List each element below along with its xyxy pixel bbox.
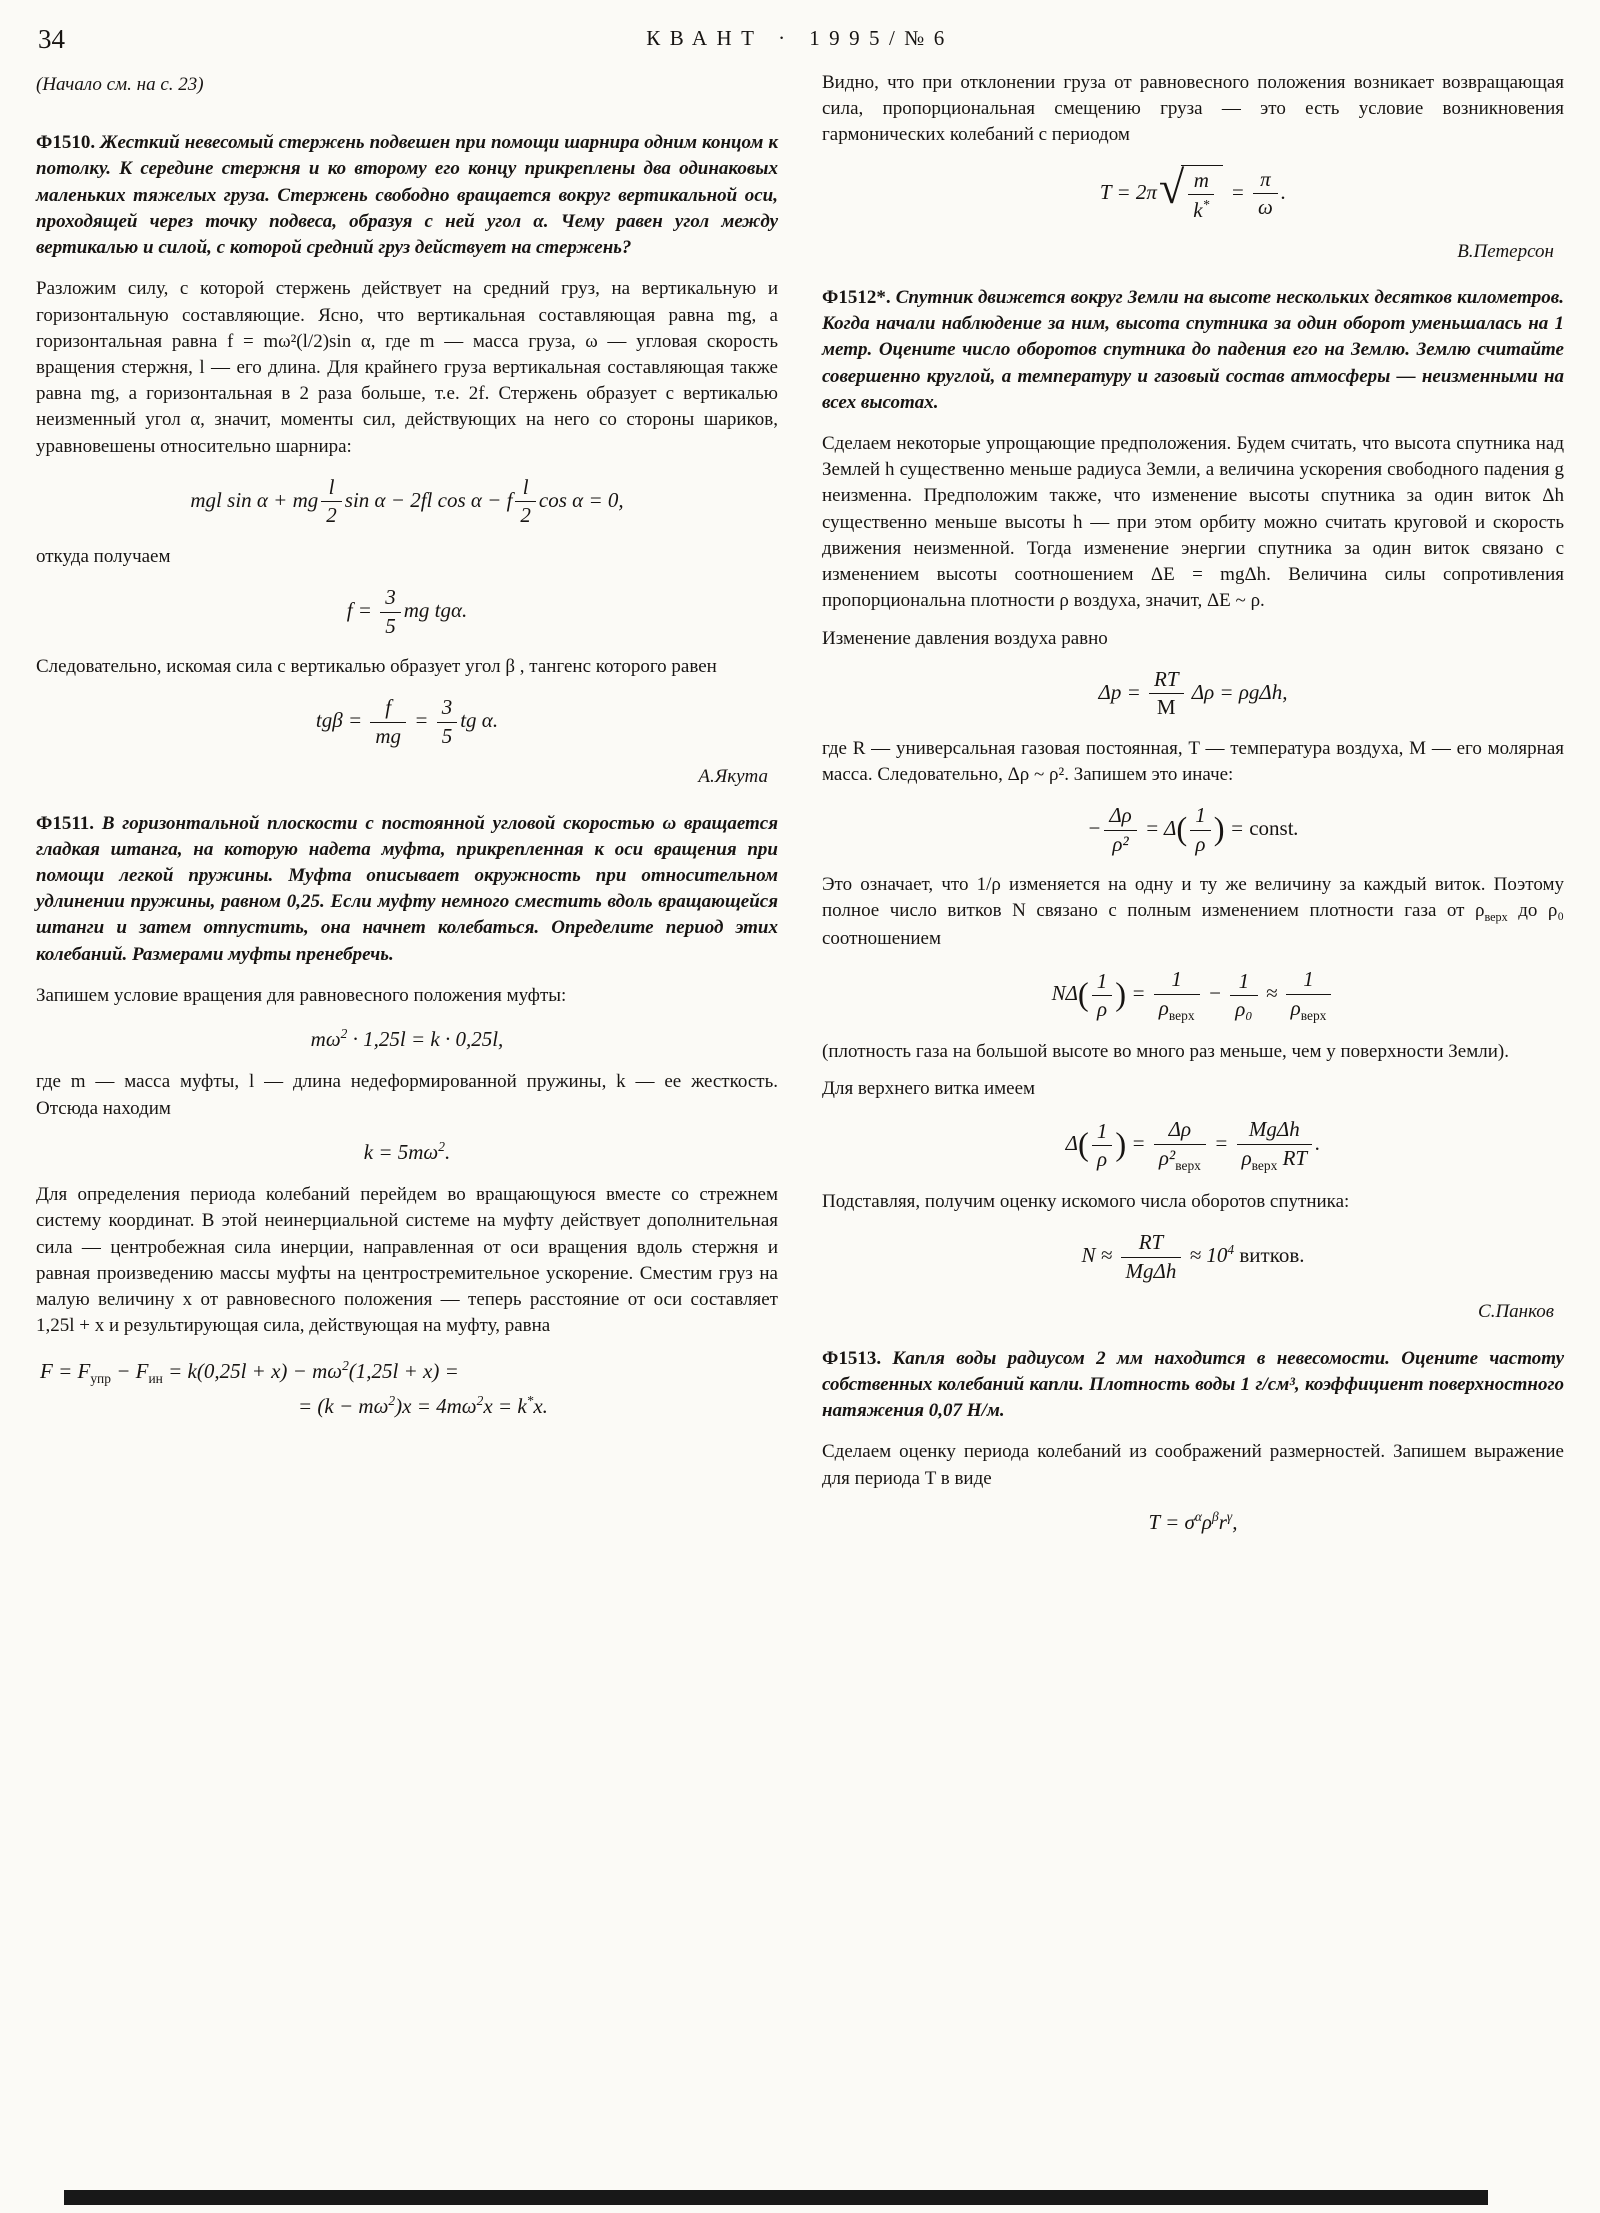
problem-label-f1510: Ф1510. [36,132,96,154]
display-formula-pressure: Δp = $\frac{RT}{М}$ Δρ = ρgΔh, [1098,666,1288,720]
solution-paragraph: откуда получаем [36,545,171,567]
two-column-layout [36,70,1564,1552]
author-signature-f1511: В.Петерсон [1457,240,1554,262]
problem-statement-f1513: Капля воды радиусом 2 мм находится в невесомости. Оцените частоту собственных колебаний капли. Плотность воды 1 г/см³, коэффициент поверхностного натяжения 0,07 Н/м. [822,1347,1565,1422]
solution-paragraph: Сделаем оценку периода колебаний из соображений размерностей. Запишем выражение для периода T в виде [822,1441,1564,1489]
display-formula-const: − $\frac{\Delta\rho}{\text{ρ²}}$ = Δ( $\frac{1}{\rho}$ ) = const. [1087,803,1299,856]
solution-paragraph: Изменение давления воздуха равно [822,627,1108,649]
right-column [822,70,1564,1552]
solution-paragraph: Сделаем некоторые упрощающие предположения. Будем считать, что высота спутника над Землей h существенно меньше радиуса Земли, а величина ускорения свободного падения g неизменна. Предположим также, что изменение высоты спутника за один виток Δh существенно меньше высоты h — при этом орбиту можно считать круговой и скорость движения неизменной. Тогда изменение энергии спутника за один виток связано с изменением высоты соотношением ΔE = mgΔh. Величина силы сопротивления пропорциональна плотности ρ воздуха, значит, ΔE ~ ρ. [822,433,1564,612]
left-column [36,70,778,1552]
display-formula-stiffness: $k = 5m\omega^2$. [363,1138,451,1164]
formula-line-2: = $(k - m\omega^2)x = 4m\omega^2x = k^*x$. [298,1393,548,1419]
journal-title: КВАНТ · 1995/№6 [646,26,954,50]
display-formula-result: N ≈ $\frac{RT}{\text{MgΔh}}$ ≈ $10^4$ витков. [1081,1230,1305,1283]
author-signature-f1512: С.Панков [1478,1301,1554,1323]
bottom-rule [64,2190,1488,2205]
display-formula-moments: mgl sin α + mg $\frac{l}{2}$ sin α − 2fl cos α − f $\frac{l}{2}$ cos α = 0, [190,474,624,528]
display-formula-rotation-condition: $m\omega^2 \cdot 1,25l = k \cdot 0,25l$, [310,1026,504,1052]
problem-label-f1513: Ф1513. [822,1347,882,1369]
problem-f1511 [36,811,778,968]
display-formula-upper-orbit: Δ( $\frac{1}{\rho}$ ) = $\frac{\Delta\rho}{\rho^2_{верх}}$ = $\frac{\text{MgΔh}}{\rho_{верх} RT}$ . [1065,1117,1321,1174]
solution-text: Это означает, что 1/ρ изменяется на одну и ту же величину за каждый виток. Поэтому полное число витков N связано с полным изменением плотности газа от ρ [822,874,1564,922]
solution-paragraph: Для верхнего витка имеем [822,1078,1036,1100]
continuation-note: (Начало см. на с. 23) [36,74,204,95]
problem-statement-f1511: В горизонтальной плоскости с постоянной угловой скоростью ω вращается гладкая штанга, на которую надета муфта, прикрепленная к оси вращения при помощи легкой пружины. Муфта описывает окружность при относительном удлинении пружины, равном 0,25. Если муфту немного сместить вдоль вращающейся штанги и затем отпустить, она начнет колебаться. Определите период этих колебаний. Размерами муфты пренебречь. [36,812,779,965]
problem-statement-f1512: Спутник движется вокруг Земли на высоте нескольких десятков километров. Когда начали наблюдение за ним, высота спутника за один оборот уменьшалась на 1 метр. Оцените число оборотов спутника до падения его на Землю. Землю считайте совершенно круглой, а температуру и газовый состав атмосферы — неизменными на всех высотах. [822,286,1565,413]
display-formula-period: T = 2π √ $\frac{m}{k^*}$ = $\frac{\pi}{\omega}$ . [1099,161,1287,223]
solution-text: до ρ₀ соотношением [822,900,1564,950]
solution-paragraph [822,872,1564,952]
solution-paragraph: Следовательно, искомая сила с вертикалью образует угол β , тангенс которого равен [36,656,717,678]
rho-subscript: верх [1484,910,1508,925]
display-formula-tangent: tgβ = $\frac{f}{mg}$ = $\frac{3}{5}$ tg α. [315,695,499,748]
problem-f1510 [36,130,778,261]
solution-paragraph: где m — масса муфты, l — длина недеформированной пружины, k — ее жесткость. Отсюда находим [36,1071,778,1119]
display-formula-dimensional: $T = \sigma^\alpha\rho^\beta r^\gamma$, [1148,1508,1238,1534]
display-formula-force: f = $\frac{3}{5}$ mg tgα. [346,585,468,638]
solution-paragraph: Для определения периода колебаний перейдем во вращающуюся вместе со стрежнем систему координат. В этой неинерциальной системе на муфту действует дополнительная сила — центробежная сила инерции, направленная от оси вращения вдоль стержня и равная произведению массы муфты на центростремительное ускорение. Сместим груз на малую величину x от равновесного положения — теперь расстояние от оси составляет 1,25l + x и результирующая сила, действующая на муфту, равна [36,1184,778,1337]
solution-paragraph: Разложим силу, с которой стержень действует на средний груз, на вертикальную и горизонтальную составляющие. Ясно, что вертикальная составляющая равна mg, а горизонтальная равна f = mω²(l/2)sin α, где m — масса груза, ω — угловая скорость вращения стержня, l — его длина. Для крайнего груза вертикальная составляющая также равна mg, а горизонтальная в 2 раза больше, т.е. 2f. Стержень образует с вертикалью неизменный угол α, значит, моменты сил, действующих на него со стороны шариков, уравновешены относительно шарнира: [36,278,778,457]
problem-label-f1512: Ф1512*. [822,286,891,308]
problem-statement-f1510: Жесткий невесомый стержень подвешен при помощи шарнира одним концом к потолку. К середине стержня и ко второму его концу прикреплены два одинаковых маленьких тяжелых груза. Стержень свободно вращается вокруг вертикальной оси, проходящей через точку подвеса, образуя с ней угол α. Чему равен угол между вертикалью и силой, с которой средний груз действует на стержень? [36,132,778,259]
author-signature-f1510: А.Якута [698,766,768,788]
problem-f1513 [822,1346,1564,1425]
solution-paragraph: Запишем условие вращения для равновесного положения муфты: [36,984,567,1006]
problem-label-f1511: Ф1511. [36,812,95,834]
solution-paragraph: Видно, что при отклонении груза от равновесного положения возникает возвращающая сила, пропорциональная смещению груза — это есть условие возникновения гармонических колебаний с периодом [822,72,1564,146]
formula-line-1: $F = F_{упр} - F_{ин} = k(0,25l + x) - m\omega^2(1,25l + x)$ = [40,1358,459,1387]
solution-paragraph: где R — универсальная газовая постоянная, T — температура воздуха, М — его молярная масса. Следовательно, Δρ ~ ρ². Запишем это иначе: [822,737,1564,785]
problem-f1512 [822,285,1564,416]
display-formula-number-of-orbits: NΔ( $\frac{1}{\rho}$ ) = $\frac{1}{\rho_{верх}}$ − $\frac{1}{\text{ρ₀}}$ ≈ $\frac{1}{\rho_{верх}}$ [822,968,1564,1023]
solution-paragraph: Подставляя, получим оценку искомого числа оборотов спутника: [822,1191,1350,1213]
page-header [36,16,1564,66]
page-number: 34 [38,24,65,54]
solution-paragraph: (плотность газа на большой высоте во много раз меньше, чем у поверхности Земли). [822,1041,1509,1062]
display-formula-resultant-force [36,1355,778,1423]
